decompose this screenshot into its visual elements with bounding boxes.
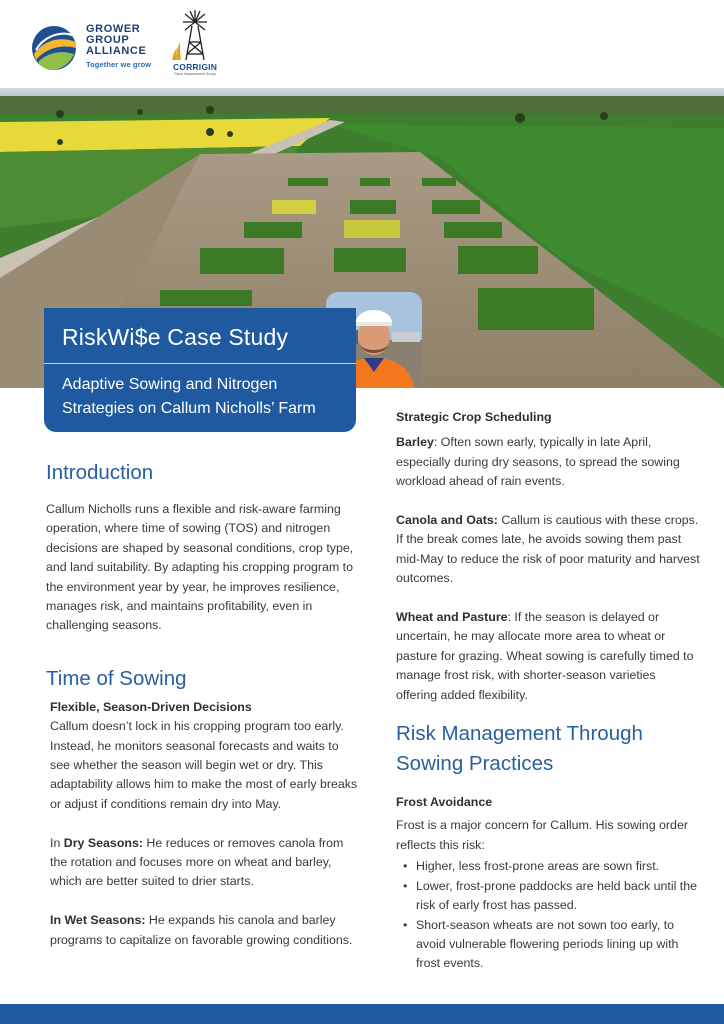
case-study-title-box [44, 308, 356, 432]
list-item: • Lower, frost-prone paddocks are held back until the risk of early frost has passed. [396, 877, 700, 916]
corrigin-logo [168, 8, 222, 78]
introduction-heading: Introduction [46, 461, 154, 484]
dry-seasons-text: He reduces or removes canola from the rotation and focuses more on wheat and barley, which are better suited to drier starts. [50, 835, 344, 889]
wet-seasons-text: He expands his canola and barley programs to capitalize on favorable growing conditions. [50, 913, 353, 947]
subtitle-line-2: Strategies on Callum Nicholls’ Farm [62, 400, 316, 417]
left-column [46, 460, 358, 950]
grower-group-alliance-logo [30, 22, 160, 72]
list-item: • Short-season wheats are not sown too early, to avoid vulnerable flowering periods lining up with frost events. [396, 916, 700, 974]
frost-paragraph: Frost is a major concern for Callum. His sowing order reflects this risk: [396, 818, 688, 852]
wet-seasons-label: In Wet Seasons: [50, 913, 146, 928]
gga-swoosh-icon [30, 24, 78, 72]
dry-lead: In [50, 835, 64, 850]
corrigin-subtitle: Farm Improvement Group [174, 72, 216, 76]
barley-paragraph [396, 433, 700, 491]
dry-seasons-paragraph [50, 834, 358, 892]
canola-oats-paragraph [396, 511, 700, 589]
barley-text: : Often sown early, typically in late April, especially during dry seasons, to spread the sowing workload ahead of rain events. [396, 435, 680, 489]
frost-bullet-list [396, 857, 700, 973]
canola-oats-text: Callum is cautious with these crops. If the break comes late, he avoids sowing them past mid-May to reduce the risk of poor maturity and harvest outcomes. [396, 513, 700, 586]
right-column [396, 408, 700, 974]
wheat-pasture-paragraph [396, 608, 700, 705]
gga-word-grower: GROWER [86, 23, 141, 35]
case-study-subtitle [62, 373, 316, 421]
subtitle-line-1: Adaptive Sowing and Nitrogen [62, 376, 278, 393]
case-study-title: RiskWi$e Case Study [62, 324, 289, 350]
list-item: • Higher, less frost-prone areas are sown first. [396, 857, 700, 876]
time-of-sowing-heading: Time of Sowing [46, 666, 187, 690]
introduction-paragraph: Callum Nicholls runs a flexible and risk-aware farming operation, where time of sowing (TOS) and nitrogen decisions are shaped by seasonal conditions, crop type, and land suitability. By adapting his cropping program to the environment year by year, he improves resilience, manages risk, and maintains profitability, even in challenging seasons. [46, 502, 354, 633]
gga-tagline: Together we grow [86, 60, 152, 69]
footer-bar [0, 1004, 724, 1024]
title-divider [44, 363, 356, 364]
risk-heading-line-2: Sowing Practices [396, 752, 554, 776]
crop-scheduling-heading: Strategic Crop Scheduling [396, 410, 552, 424]
wheat-pasture-label: Wheat and Pasture [396, 610, 508, 625]
gga-word-group: GROUP [86, 34, 130, 46]
gga-word-alliance: ALLIANCE [86, 45, 147, 57]
flexible-decisions-subheading: Flexible, Season-Driven Decisions [50, 699, 252, 714]
dry-seasons-label: Dry Seasons: [63, 835, 143, 850]
wheat-pasture-text: : If the season is delayed or uncertain, he may allocate more area to wheat or pasture for grazing. Wheat sowing is carefully timed to manage frost risk, with shorter-season varieties offering added flexibility. [396, 610, 694, 702]
frost-avoidance-heading: Frost Avoidance [396, 795, 493, 810]
time-of-sowing-paragraph: Callum doesn’t lock in his cropping program too early. Instead, he monitors seasonal forecasts and waits to see whether the season will begin wet or dry. This adaptability allows him to make the most of early breaks or adjust if conditions remain dry into May. [50, 719, 358, 811]
corrigin-name: CORRIGIN [172, 62, 218, 72]
time-of-sowing-section [46, 698, 358, 950]
windmill-icon [168, 8, 222, 62]
canola-oats-label: Canola and Oats: [396, 513, 498, 528]
risk-heading-line-1: Risk Management Through [396, 722, 643, 746]
wet-seasons-paragraph [50, 911, 358, 950]
risk-management-heading [396, 719, 700, 779]
barley-label: Barley [396, 435, 434, 450]
